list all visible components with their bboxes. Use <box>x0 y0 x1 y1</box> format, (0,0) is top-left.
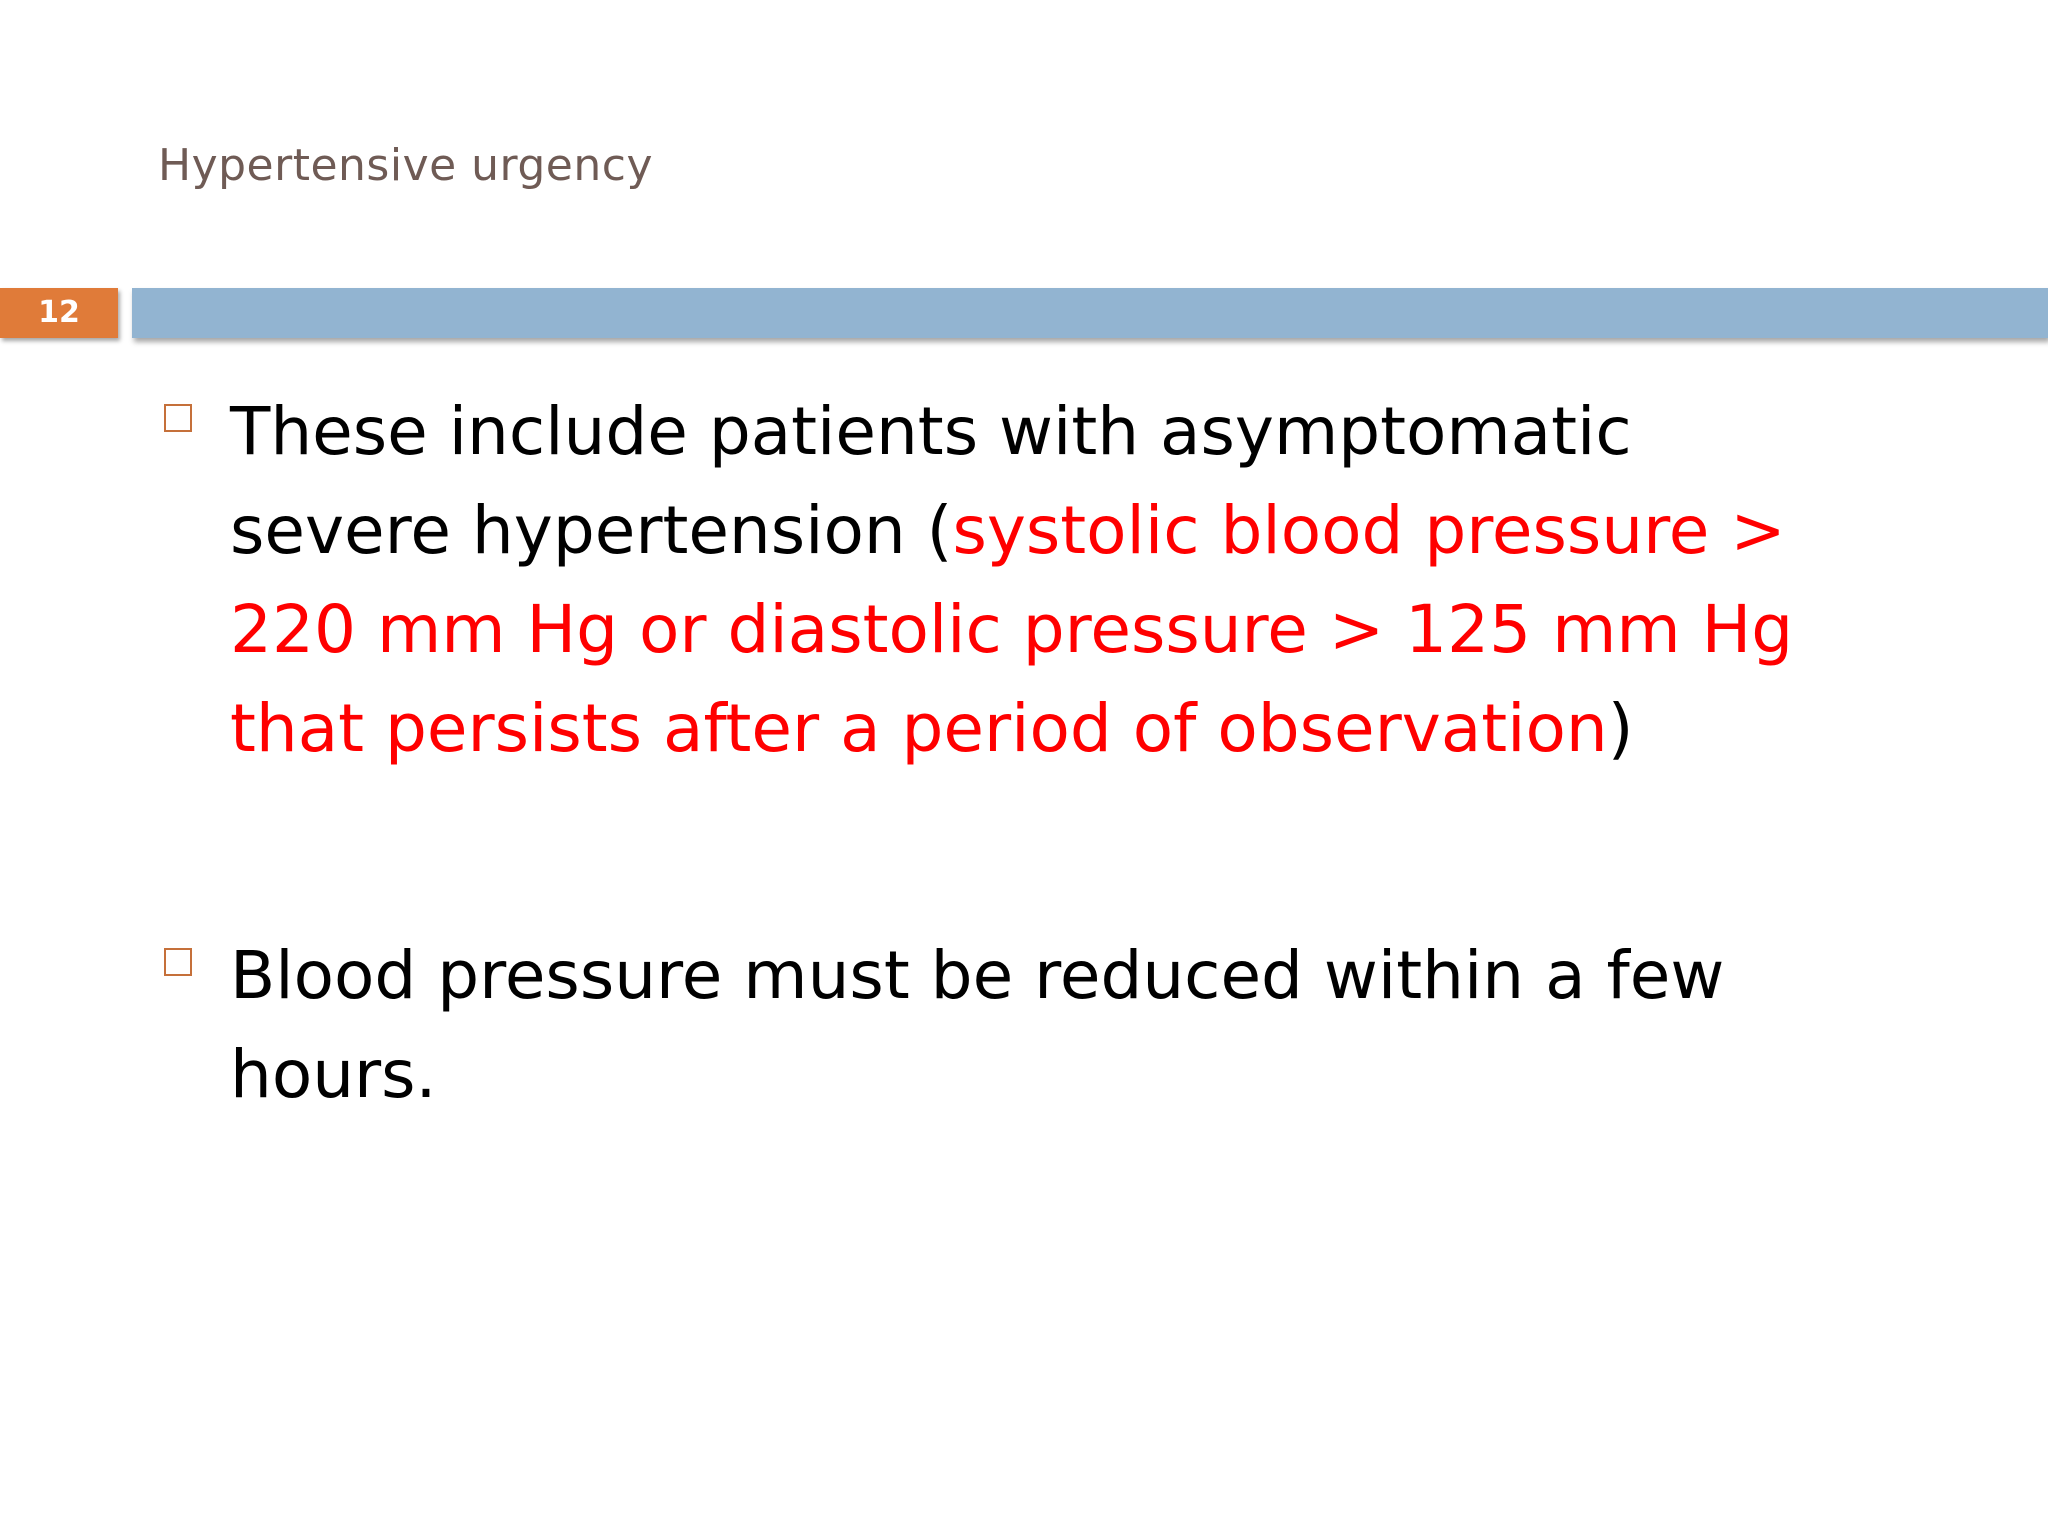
bullet-text-highlight: systolic blood pressure > 220 mm Hg or diastolic pressure > 125 mm Hg that persists after a period of observation <box>230 492 1794 767</box>
slide-title: Hypertensive urgency <box>158 140 653 191</box>
hollow-square-icon <box>164 404 192 432</box>
bullet-item-reduce-bp <box>160 926 1860 1124</box>
bullet-item-patients <box>160 382 1860 778</box>
header-divider-bar <box>132 288 2048 338</box>
slide-number: 12 <box>0 288 118 338</box>
bullet-text-tail: ) <box>1607 690 1634 767</box>
hollow-square-icon <box>164 948 192 976</box>
bullet-text: Blood pressure must be reduced within a few hours. <box>230 937 1725 1113</box>
bullet-list <box>160 382 1860 1124</box>
bullet-text-lead: These include patients with asymptomatic severe hypertension ( <box>230 393 1632 569</box>
